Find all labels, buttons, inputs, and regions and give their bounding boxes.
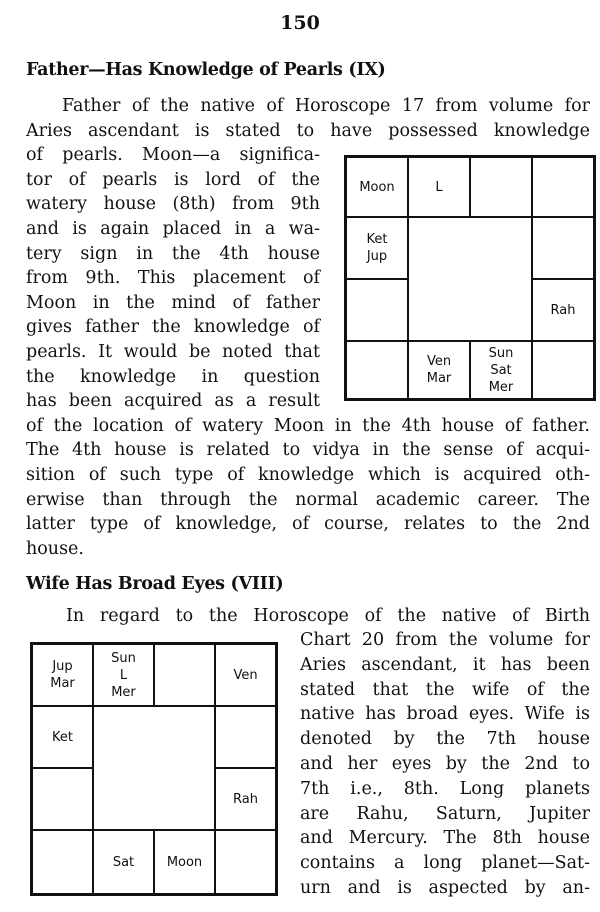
planet-label: Jup <box>52 659 73 674</box>
chart-house-cell <box>470 341 532 399</box>
text-line: Chart 20 from the volume for <box>300 630 590 650</box>
section-heading-wife: Wife Has Broad Eyes (VIII) <box>26 574 284 594</box>
text-line: latter type of knowledge, of course, relates to the 2nd <box>26 514 590 535</box>
section-heading-father: Father—Has Knowledge of Pearls (IX) <box>26 60 386 80</box>
chart-house-cell <box>408 157 470 217</box>
chart-house-cell <box>154 830 215 894</box>
text-line: denoted by the 7th house <box>300 729 590 750</box>
text-line: Aries ascendant, it has been <box>300 654 590 675</box>
birth-chart-20 <box>30 642 278 896</box>
chart-house-cell <box>215 644 276 706</box>
planet-label: Sun <box>111 650 136 666</box>
text-line: tery sign in the 4th house <box>26 243 320 264</box>
planet-label: Ket <box>52 729 73 745</box>
text-line: pearls. It would be noted that <box>26 342 320 362</box>
text-line: watery house (8th) from 9th <box>26 194 320 215</box>
text-line: In regard to the Horoscope of the native of Birth <box>66 606 590 626</box>
chart-house-cell <box>32 706 93 768</box>
planet-label: Ven <box>426 354 452 369</box>
planet-label: Mar <box>426 371 452 386</box>
text-line: The 4th house is related to vidya in the sense of acqui- <box>26 440 590 461</box>
text-line: has been acquired as a result <box>26 391 320 412</box>
planet-label: Sun <box>488 345 514 361</box>
text-line: erwise than through the normal academic career. The <box>26 489 590 510</box>
planet-label: Sat <box>112 854 135 870</box>
planet-label: Rah <box>233 791 258 807</box>
chart-center <box>408 217 532 341</box>
planet-label: Rah <box>550 302 576 318</box>
chart-house-cell <box>93 830 154 894</box>
text-line: Father of the native of Horoscope 17 from volume for <box>62 96 590 116</box>
text-line: native has broad eyes. Wife is <box>300 704 590 725</box>
planet-label: Moon <box>166 854 203 870</box>
text-line: 7th i.e., 8th. Long planets <box>300 778 590 799</box>
chart-house-cell <box>470 157 532 217</box>
text-line: Aries ascendant is stated to have possessed knowledge <box>26 120 590 141</box>
text-line: of pearls. Moon—a significa- <box>26 145 320 166</box>
chart-house-cell <box>215 830 276 894</box>
chart-house-cell <box>346 279 408 341</box>
planet-label: L <box>119 667 128 683</box>
planet-label: Moon <box>359 179 395 195</box>
text-line: house. <box>26 538 84 559</box>
chart-house-cell <box>32 768 93 830</box>
text-line: and her eyes by the 2nd to <box>300 754 590 774</box>
chart-house-cell <box>346 157 408 217</box>
text-line: stated that the wife of the <box>300 679 590 700</box>
text-line: contains a long planet—Sat- <box>300 853 590 874</box>
chart-house-cell <box>346 341 408 399</box>
planet-label: L <box>435 179 443 195</box>
text-line: from 9th. This placement of <box>26 268 320 289</box>
planet-label: Jup <box>366 249 388 264</box>
planet-label: Mar <box>50 676 75 691</box>
chart-house-cell <box>215 706 276 768</box>
planet-label: Ket <box>366 232 388 247</box>
chart-house-cell <box>32 830 93 894</box>
chart-house-cell <box>408 341 470 399</box>
birth-chart-horoscope-17 <box>344 155 596 401</box>
text-line: sition of such type of knowledge which is acquired oth- <box>26 465 590 485</box>
text-line: and is again placed in a wa- <box>26 219 320 239</box>
chart-house-cell <box>154 644 215 706</box>
chart-house-cell <box>532 279 594 341</box>
chart-house-cell <box>346 217 408 279</box>
planet-label: Mer <box>111 684 136 700</box>
text-line: tor of pearls is lord of the <box>26 169 320 190</box>
page-number: 150 <box>280 12 320 34</box>
text-line: of the location of watery Moon in the 4th house of father. <box>26 415 590 436</box>
chart-house-cell <box>93 644 154 706</box>
planet-label: Mer <box>488 379 514 395</box>
text-line: Moon in the mind of father <box>26 292 320 313</box>
text-line: the knowledge in question <box>26 366 320 387</box>
planet-label: Ven <box>233 667 258 683</box>
chart-house-cell <box>215 768 276 830</box>
chart-house-cell <box>532 217 594 279</box>
text-line: urn and is aspected by an- <box>300 878 590 898</box>
chart-center <box>93 706 215 830</box>
text-line: and Mercury. The 8th house <box>300 828 590 849</box>
text-line: are Rahu, Saturn, Jupiter <box>300 803 590 824</box>
chart-house-cell <box>32 644 93 706</box>
text-line: gives father the knowledge of <box>26 317 320 338</box>
chart-house-cell <box>532 157 594 217</box>
planet-label: Sat <box>490 362 512 378</box>
chart-house-cell <box>532 341 594 399</box>
